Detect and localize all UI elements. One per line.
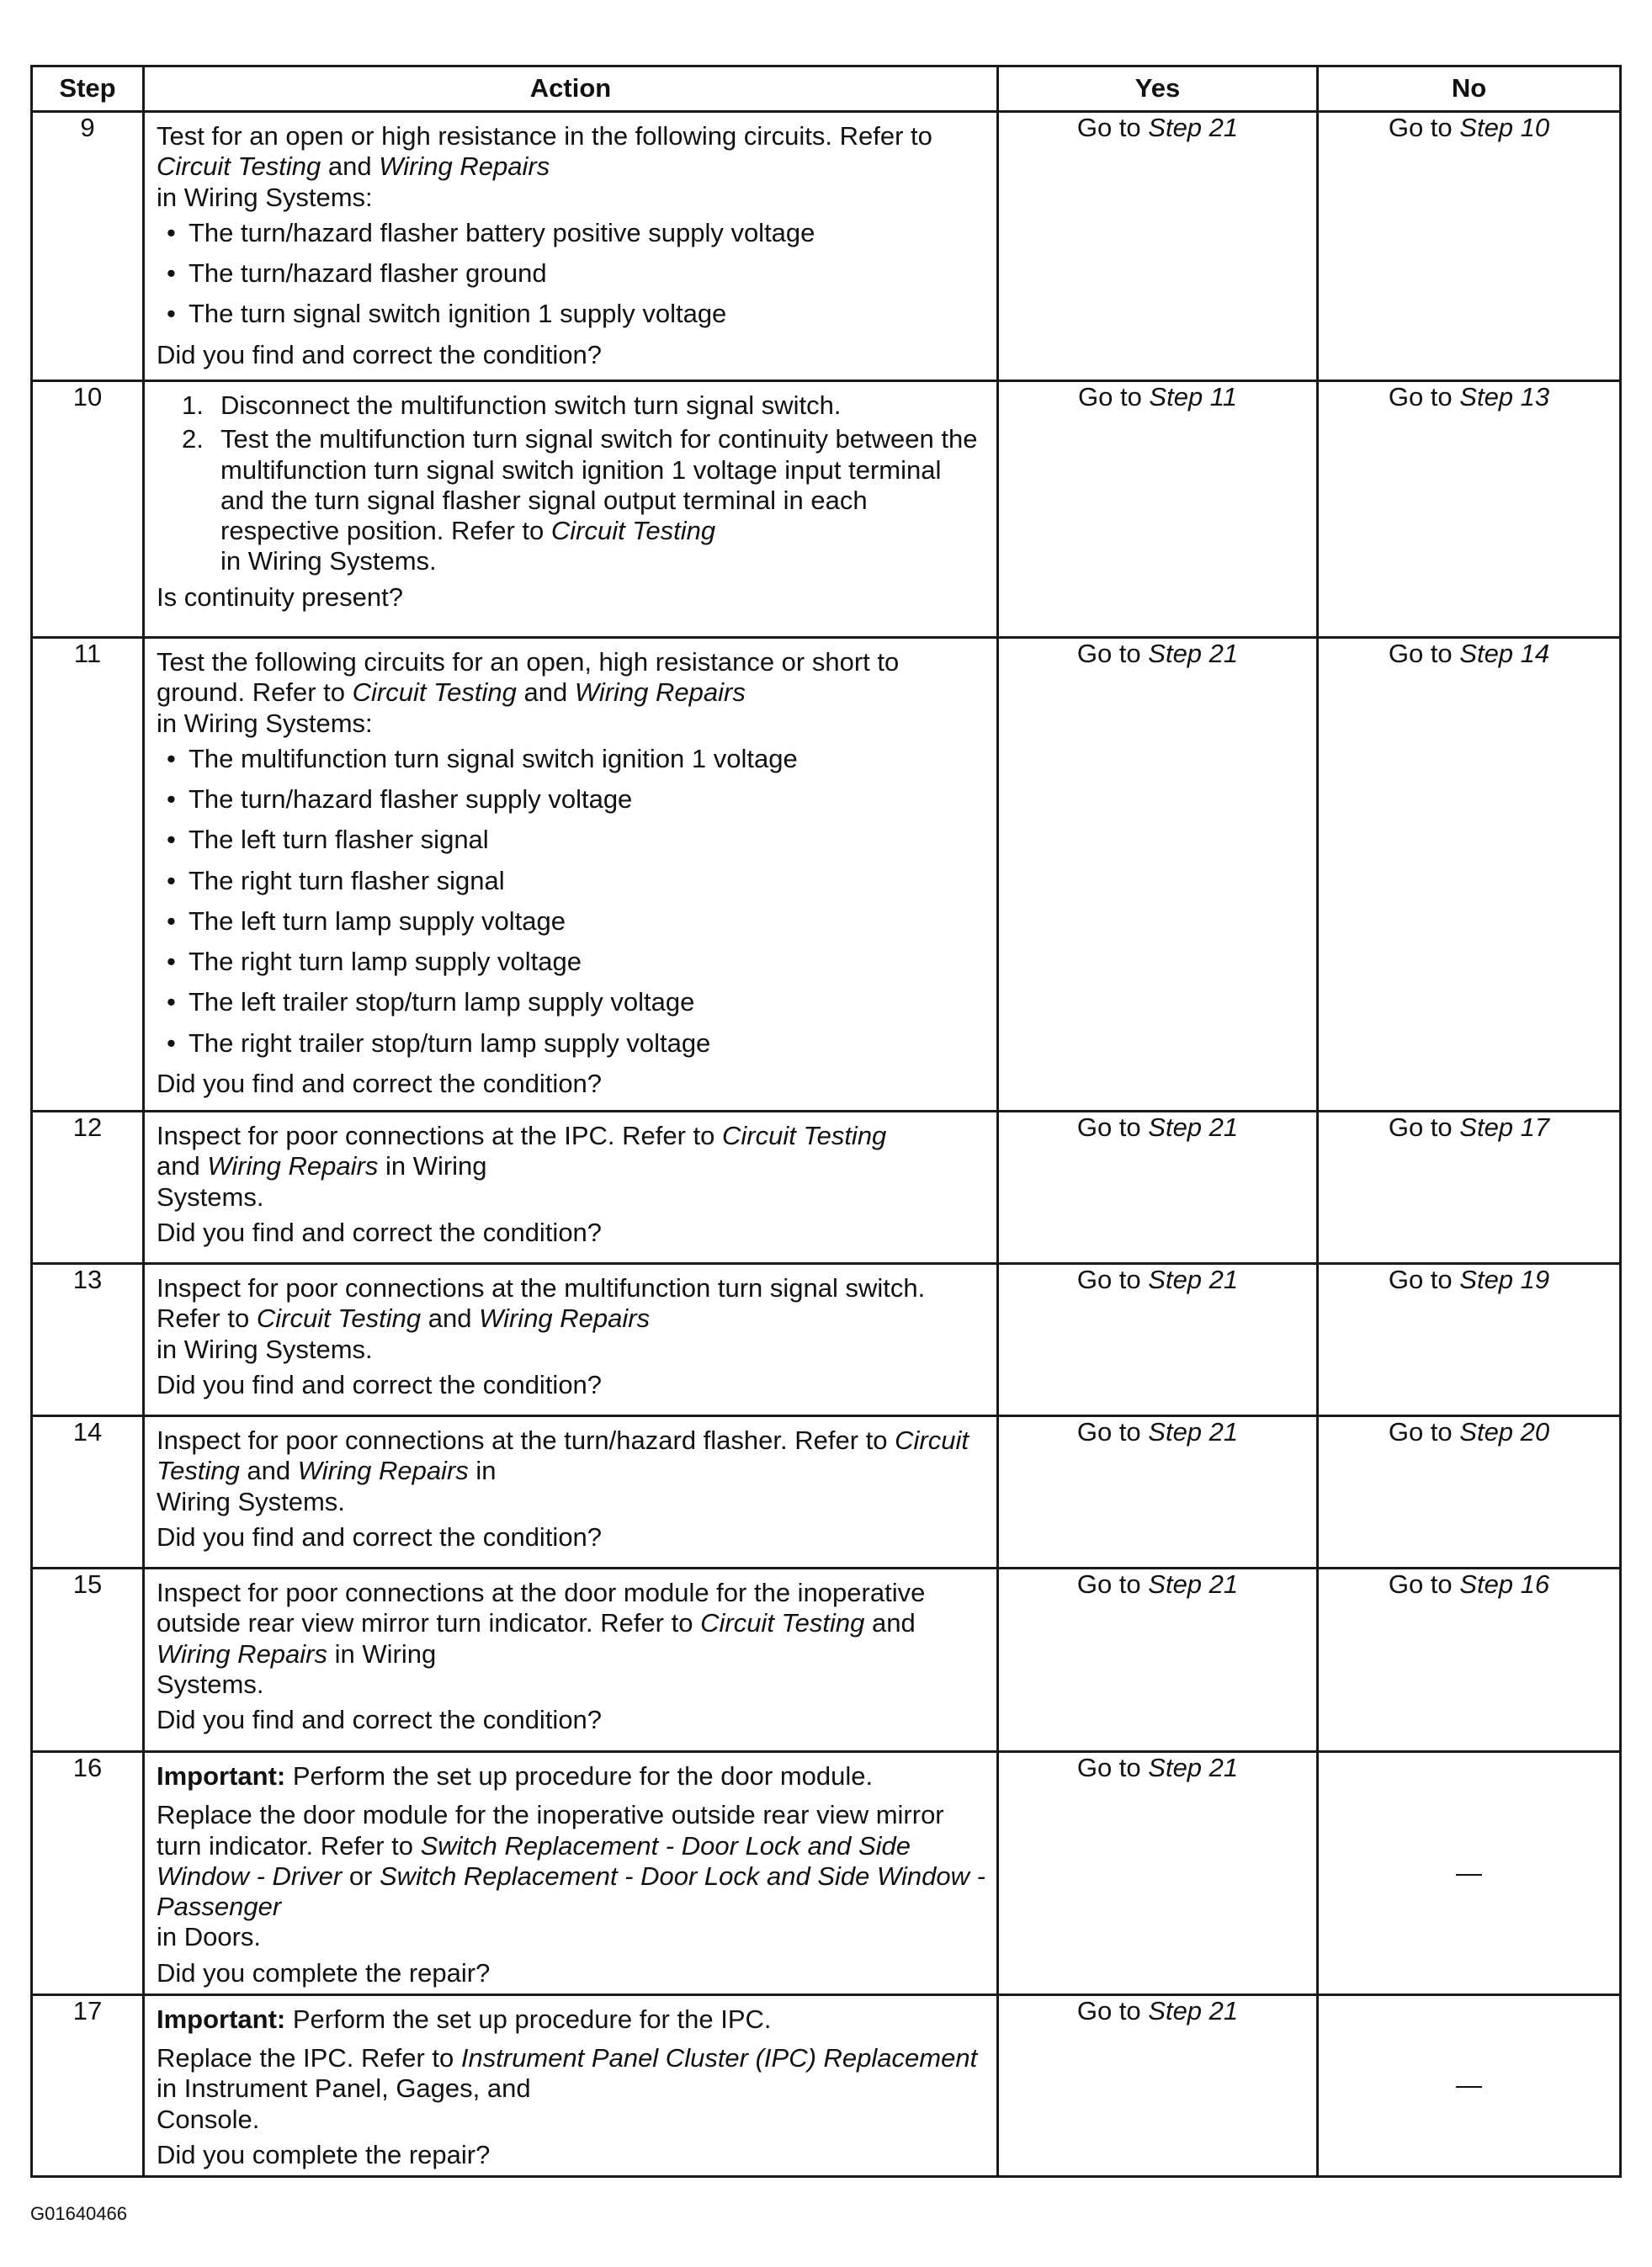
goto-step-link[interactable]: Step 21 xyxy=(1148,1265,1239,1294)
bullet-list xyxy=(157,744,986,1059)
goto-label: Go to xyxy=(1388,1569,1460,1599)
goto-label: Go to xyxy=(1077,382,1150,411)
list-item xyxy=(182,424,986,576)
action-cell xyxy=(144,1752,998,1995)
item-number: 1. xyxy=(182,390,204,420)
yes-cell xyxy=(998,638,1318,1112)
item-number: 2. xyxy=(182,424,204,454)
ref-wiring-repairs: Wiring Repairs xyxy=(479,1303,651,1334)
list-item: • The left turn lamp supply voltage xyxy=(189,906,986,937)
goto-step-link[interactable]: Step 21 xyxy=(1148,639,1239,668)
intro-text: and xyxy=(864,1608,916,1638)
yes-cell xyxy=(998,1752,1318,1995)
table-row xyxy=(32,1264,1621,1416)
no-cell xyxy=(1318,1569,1621,1752)
important-note xyxy=(157,1761,986,1792)
ref-circuit-testing: Circuit Testing xyxy=(722,1121,887,1150)
goto-label: Go to xyxy=(1076,1753,1149,1782)
header-step: Step xyxy=(32,66,144,112)
item-text: Test the multifunction turn signal switch for continuity between the multifunction turn signal switch ignition 1 voltage input terminal and the turn signal flasher signal output terminal in each respective position. Refer to xyxy=(220,424,978,546)
intro-text: Inspect for poor connections at the IPC. Refer to xyxy=(157,1121,723,1150)
ref-wiring-repairs: Wiring Repairs xyxy=(379,151,550,182)
action-cell xyxy=(144,1416,998,1569)
question-text: Did you find and correct the condition? xyxy=(157,1369,603,1399)
ref-circuit-testing: Circuit Testing xyxy=(157,151,321,182)
important-text: Perform the set up procedure for the IPC. xyxy=(285,2004,772,2034)
table-row xyxy=(32,1752,1621,1995)
list-item: • The right turn flasher signal xyxy=(189,866,986,896)
header-yes: Yes xyxy=(998,66,1318,112)
action-intro xyxy=(157,1121,986,1213)
intro-text: and xyxy=(157,1151,208,1181)
question-text: Did you find and correct the condition? xyxy=(157,1217,603,1247)
important-label: Important: xyxy=(157,2004,286,2034)
goto-label: Go to xyxy=(1076,639,1149,668)
intro-text: Test the following circuits for an open, high resistance or short to ground. Refer to xyxy=(157,647,900,708)
question-text: Is continuity present? xyxy=(157,581,403,612)
goto-step-link[interactable]: Step 21 xyxy=(1148,1417,1239,1447)
goto-step-link[interactable]: Step 13 xyxy=(1459,382,1550,411)
goto-label: Go to xyxy=(1388,1417,1460,1447)
header-action: Action xyxy=(144,66,998,112)
intro-text: in Wiring Systems: xyxy=(157,708,373,738)
item-text: Disconnect the multifunction switch turn signal switch. xyxy=(220,390,842,420)
action-intro xyxy=(157,647,986,739)
intro-text: in Wiring xyxy=(327,1638,437,1669)
goto-step-link[interactable]: Step 19 xyxy=(1459,1265,1550,1294)
action-intro xyxy=(157,1578,986,1700)
goto-label: Go to xyxy=(1388,1112,1460,1142)
intro-text: Systems. xyxy=(157,1181,264,1212)
action-cell xyxy=(144,1112,998,1264)
goto-step-link[interactable]: Step 17 xyxy=(1459,1112,1550,1142)
ref-wiring-repairs: Wiring Repairs xyxy=(574,677,746,708)
intro-text: in Wiring xyxy=(378,1151,487,1181)
goto-label: Go to xyxy=(1076,1265,1149,1294)
intro-text: and xyxy=(321,151,380,182)
goto-step-link[interactable]: Step 10 xyxy=(1459,113,1550,142)
yes-cell xyxy=(998,1416,1318,1569)
goto-label: Go to xyxy=(1076,1995,1149,2025)
goto-step-link[interactable]: Step 21 xyxy=(1148,1753,1239,1782)
list-item: • The turn/hazard flasher battery positive supply voltage xyxy=(189,218,986,248)
goto-step-link[interactable]: Step 21 xyxy=(1148,1569,1239,1599)
intro-text: Inspect for poor connections at the door module for the inoperative outside rear view mirror turn indicator. Refer to xyxy=(157,1578,926,1638)
goto-label: Go to xyxy=(1076,1569,1149,1599)
table-row xyxy=(32,1112,1621,1264)
ref-wiring-repairs: Wiring Repairs xyxy=(207,1151,379,1181)
no-cell xyxy=(1318,638,1621,1112)
question-text: Did you find and correct the condition? xyxy=(157,1705,603,1735)
list-item: • The turn/hazard flasher ground xyxy=(189,258,986,289)
action-cell xyxy=(144,112,998,381)
item-text: in Wiring Systems. xyxy=(220,546,437,576)
ref-wiring-repairs: Wiring Repairs xyxy=(157,1638,327,1669)
no-cell xyxy=(1318,381,1621,638)
goto-label: Go to xyxy=(1388,639,1460,668)
list-item: • The multifunction turn signal switch ignition 1 voltage xyxy=(189,744,986,774)
question-text: Did you complete the repair? xyxy=(157,2139,491,2169)
action-cell xyxy=(144,1569,998,1752)
intro-text: Inspect for poor connections at the turn/hazard flasher. Refer to xyxy=(157,1426,895,1455)
diagnostic-table xyxy=(30,65,1622,2178)
goto-step-link[interactable]: Step 11 xyxy=(1149,382,1237,411)
goto-label: Go to xyxy=(1388,1265,1460,1294)
yes-cell xyxy=(998,1994,1318,2176)
no-action-dash: — xyxy=(1456,1857,1482,1887)
no-action-dash: — xyxy=(1456,2070,1482,2100)
table-row xyxy=(32,1416,1621,1569)
goto-step-link[interactable]: Step 21 xyxy=(1148,113,1239,142)
body-text: Console. xyxy=(157,2104,260,2134)
intro-text: Inspect for poor connections at the multifunction turn signal switch. Refer to xyxy=(157,1273,926,1334)
step-number: 14 xyxy=(32,1416,144,1569)
question-text: Did you find and correct the condition? xyxy=(157,339,603,369)
action-intro xyxy=(157,121,986,213)
ref-circuit-testing: Circuit Testing xyxy=(157,1426,969,1486)
bullet-list xyxy=(157,218,986,330)
step-number: 13 xyxy=(32,1264,144,1416)
list-item: • The right trailer stop/turn lamp supply voltage xyxy=(189,1028,986,1059)
yes-cell xyxy=(998,1264,1318,1416)
step-number: 15 xyxy=(32,1569,144,1752)
ref-ipc-replacement: Instrument Panel Cluster (IPC) Replacement xyxy=(460,2043,978,2073)
table-row xyxy=(32,112,1621,381)
ref-circuit-testing: Circuit Testing xyxy=(700,1608,865,1638)
ref-switch-replacement-passenger: Switch Replacement - Door Lock and Side Window - Passenger xyxy=(157,1861,985,1922)
action-body xyxy=(157,1800,986,1952)
yes-cell xyxy=(998,1112,1318,1264)
goto-label: Go to xyxy=(1076,1112,1149,1142)
yes-cell xyxy=(998,112,1318,381)
action-cell xyxy=(144,1264,998,1416)
intro-text: in Wiring Systems. xyxy=(157,1334,373,1364)
figure-id: G01640466 xyxy=(30,2203,127,2224)
table-row xyxy=(32,1994,1621,2176)
goto-step-link[interactable]: Step 21 xyxy=(1148,1112,1239,1142)
goto-step-link[interactable]: Step 14 xyxy=(1459,639,1550,668)
no-cell xyxy=(1318,1416,1621,1569)
body-text: in Instrument Panel, Gages, and xyxy=(157,2073,531,2104)
header-row xyxy=(32,66,1621,112)
body-text: Replace the IPC. Refer to xyxy=(157,2043,461,2073)
no-cell xyxy=(1318,112,1621,381)
ref-circuit-testing: Circuit Testing xyxy=(352,677,517,708)
goto-label: Go to xyxy=(1076,113,1149,142)
intro-text: and xyxy=(516,677,575,708)
question-text: Did you find and correct the condition? xyxy=(157,1521,603,1552)
no-cell xyxy=(1318,1752,1621,1995)
step-number: 10 xyxy=(32,381,144,638)
goto-label: Go to xyxy=(1076,1417,1149,1447)
goto-label: Go to xyxy=(1388,382,1460,411)
intro-text: in xyxy=(468,1456,497,1486)
step-number: 17 xyxy=(32,1994,144,2176)
ref-switch-replacement-driver: Switch Replacement - Door Lock and Side Window - Driver xyxy=(157,1830,911,1891)
important-text: Perform the set up procedure for the door module. xyxy=(285,1761,874,1791)
list-item: • The left turn flasher signal xyxy=(189,825,986,855)
question-text: Did you find and correct the condition? xyxy=(157,1068,603,1098)
goto-label: Go to xyxy=(1388,113,1460,142)
numbered-list xyxy=(157,390,986,577)
table-row xyxy=(32,1569,1621,1752)
no-cell xyxy=(1318,1994,1621,2176)
step-number: 9 xyxy=(32,112,144,381)
body-text: Replace the door module for the inoperative outside rear view mirror turn indicator. Refer to xyxy=(157,1800,944,1861)
list-item: • The turn signal switch ignition 1 supply voltage xyxy=(189,299,986,329)
header-no: No xyxy=(1318,66,1621,112)
intro-text: and xyxy=(239,1456,298,1486)
step-number: 16 xyxy=(32,1752,144,1995)
important-label: Important: xyxy=(157,1761,286,1791)
goto-step-link[interactable]: Step 20 xyxy=(1459,1417,1550,1447)
body-text: or xyxy=(342,1861,380,1891)
yes-cell xyxy=(998,381,1318,638)
intro-text: Wiring Systems. xyxy=(157,1486,345,1516)
important-note xyxy=(157,2004,986,2035)
no-cell xyxy=(1318,1264,1621,1416)
table-row xyxy=(32,381,1621,638)
action-cell xyxy=(144,1994,998,2176)
ref-circuit-testing: Circuit Testing xyxy=(550,516,716,546)
ref-wiring-repairs: Wiring Repairs xyxy=(297,1456,469,1486)
table-row xyxy=(32,638,1621,1112)
action-body xyxy=(157,2043,986,2135)
ref-circuit-testing: Circuit Testing xyxy=(256,1303,422,1334)
list-item xyxy=(182,390,986,421)
step-number: 12 xyxy=(32,1112,144,1264)
action-intro xyxy=(157,1426,986,1517)
body-text: in Doors. xyxy=(157,1922,262,1952)
goto-step-link[interactable]: Step 16 xyxy=(1459,1569,1550,1599)
list-item: • The left trailer stop/turn lamp supply voltage xyxy=(189,987,986,1017)
action-cell xyxy=(144,381,998,638)
intro-text: and xyxy=(421,1303,480,1334)
yes-cell xyxy=(998,1569,1318,1752)
question-text: Did you complete the repair? xyxy=(157,1957,491,1988)
action-intro xyxy=(157,1273,986,1365)
list-item: • The turn/hazard flasher supply voltage xyxy=(189,784,986,815)
list-item: • The right turn lamp supply voltage xyxy=(189,947,986,977)
action-cell xyxy=(144,638,998,1112)
step-number: 11 xyxy=(32,638,144,1112)
intro-text: Test for an open or high resistance in the following circuits. Refer to xyxy=(157,121,932,151)
goto-step-link[interactable]: Step 21 xyxy=(1148,1995,1239,2025)
intro-text: in Wiring Systems: xyxy=(157,182,373,212)
no-cell xyxy=(1318,1112,1621,1264)
intro-text: Systems. xyxy=(157,1669,264,1699)
